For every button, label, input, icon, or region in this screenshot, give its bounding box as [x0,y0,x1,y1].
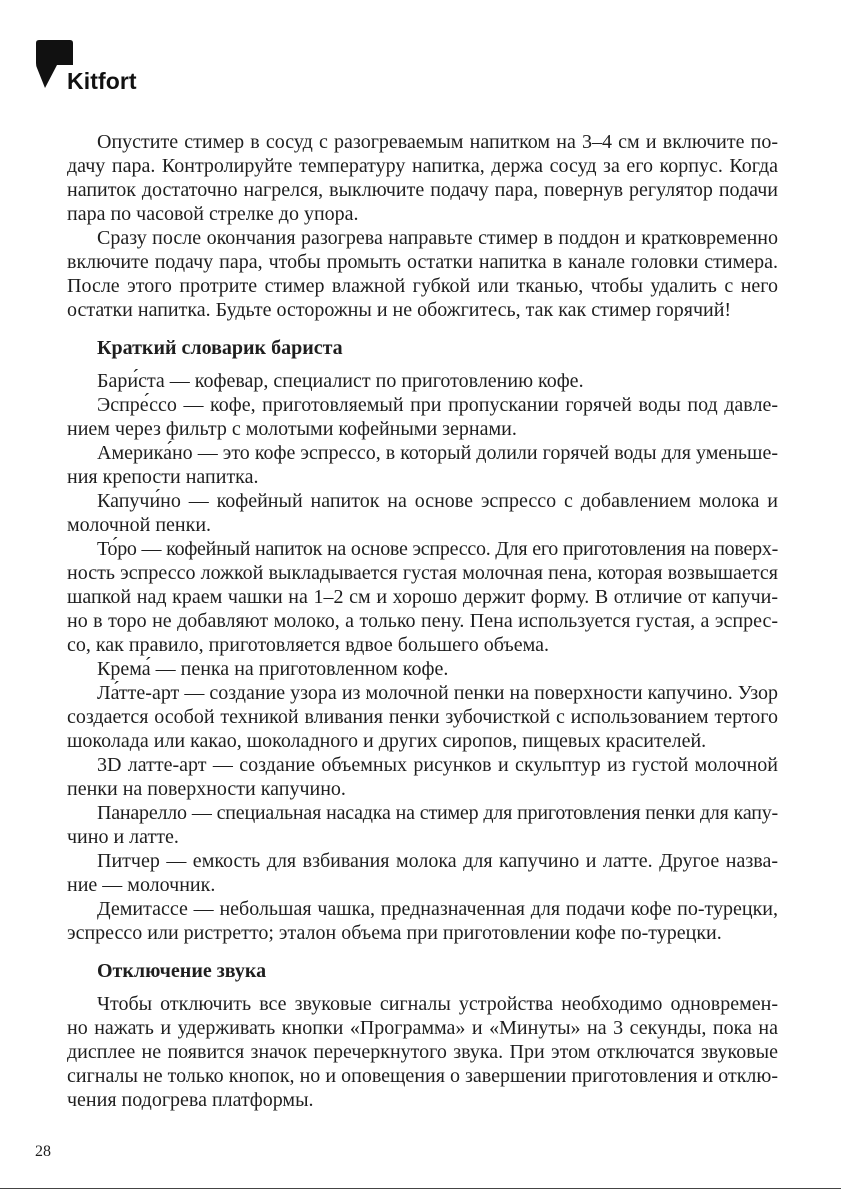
paragraph-line: Панарелло — специальная насадка на стимер для приготовления пенки для капу- [97,802,778,824]
paragraph-line: но в торо не добавляют молоко, а только пену. Пена используется густая, а эспрес- [67,610,778,632]
glossary-entry [67,753,778,801]
paragraph [67,226,778,322]
paragraph-line: Эспре́ссо — кофе, приготовляемый при пропускании горячей воды под давле- [97,394,778,416]
paragraph [67,992,778,1112]
page-number: 28 [35,1143,51,1160]
glossary-entry [67,657,778,681]
paragraph-line: остатки напитка. Будьте осторожны и не обожгитесь, так как стимер горячий! [67,299,732,321]
glossary-entry [67,369,778,393]
page-bottom-rule [0,1188,841,1189]
paragraph-line: ние — молочник. [67,874,216,896]
paragraph-line: Америка́но — это кофе эспрессо, в который долили горячей воды для уменьше- [97,442,778,464]
paragraph-line: 3D латте-арт — создание объемных рисунков и скульптур из густой молочной [97,754,778,776]
paragraph-line: пенки на поверхности капучино. [67,778,346,800]
paragraph [67,130,778,226]
paragraph-line: ния крепости напитка. [67,466,259,488]
paragraph-line: сигналы не только кнопок, но и оповещения о завершении приготовления и отклю- [67,1065,778,1087]
paragraph-line: Крема́ — пенка на приготовленном кофе. [97,658,449,680]
paragraph-line: дисплее не появится значок перечеркнутого звука. При этом отключатся звуковые [67,1041,778,1063]
paragraph-line: Ла́тте-арт — создание узора из молочной пенки на поверхности капучино. Узор [97,682,778,704]
paragraph-line: Опустите стимер в сосуд с разогреваемым напитком на 3–4 см и включите по- [97,131,778,153]
paragraph-line: эспрессо или ристретто; эталон объема при приготовлении кофе по-турецки. [67,922,722,944]
paragraph-line: дачу пара. Контролируйте температуру напитка, держа сосуд за его корпус. Когда [67,155,778,177]
paragraph-line: пара по часовой стрелке до упора. [67,203,359,225]
glossary-entry [67,801,778,849]
paragraph-line: молочной пенки. [67,514,212,536]
brand-name: Kitfort [67,68,137,94]
paragraph-line: создается особой техникой вливания пенки зубочисткой с использованием тертого [67,706,778,728]
paragraph-line: Чтобы отключить все звуковые сигналы устройства необходимо одновремен- [97,993,778,1015]
paragraph-line: включите подачу пара, чтобы промыть остатки напитка в канале головки стимера. [67,251,778,273]
paragraph-line: чино и латте. [67,826,179,848]
section-heading: Отключение звука [97,960,267,982]
paragraph-line: со, как правило, приготовляется вдвое большего объема. [67,634,550,656]
glossary-entry [67,537,778,657]
paragraph-line: Питчер — емкость для взбивания молока для капучино и латте. Другое назва- [97,850,778,872]
paragraph-line: шоколада или какао, шоколадного и других сиропов, пищевых красителей. [67,730,707,752]
glossary-entry [67,681,778,753]
paragraph-line: шапкой над краем чашки на 1–2 см и хорошо держит форму. В отличие от капучи- [67,586,778,608]
paragraph-line: Сразу после окончания разогрева направьте стимер в поддон и кратковременно [97,227,778,249]
glossary-entry [67,489,778,537]
paragraph-line: Бари́ста — кофевар, специалист по приготовлению кофе. [97,370,584,392]
paragraph-line: но нажать и удерживать кнопки «Программа» и «Минуты» на 3 секунды, пока на [67,1017,778,1039]
glossary-entry [67,897,778,945]
section-heading: Краткий словарик бариста [97,337,343,359]
page-body [67,130,778,1112]
paragraph-line: Капучи́но — кофейный напиток на основе эспрессо с добавлением молока и [97,490,778,512]
paragraph-line: После этого протрите стимер влажной губкой или тканью, чтобы удалить с него [67,275,778,297]
glossary-entry [67,441,778,489]
glossary-entry [67,849,778,897]
paragraph-line: То́ро — кофейный напиток на основе эспрессо. Для его приготовления на поверх- [97,538,778,560]
paragraph-line: нием через фильтр с молотыми кофейными зернами. [67,418,517,440]
paragraph-line: ность эспрессо ложкой выкладывается густая молочная пена, которая возвышается [67,562,778,584]
paragraph-line: Демитассе — небольшая чашка, предназначенная для подачи кофе по-турецки, [97,898,778,920]
glossary-entry [67,393,778,441]
paragraph-line: чения подогрева платформы. [67,1089,314,1111]
paragraph-line: напиток достаточно нагрелся, выключите подачу пара, повернув регулятор подачи [67,179,778,201]
